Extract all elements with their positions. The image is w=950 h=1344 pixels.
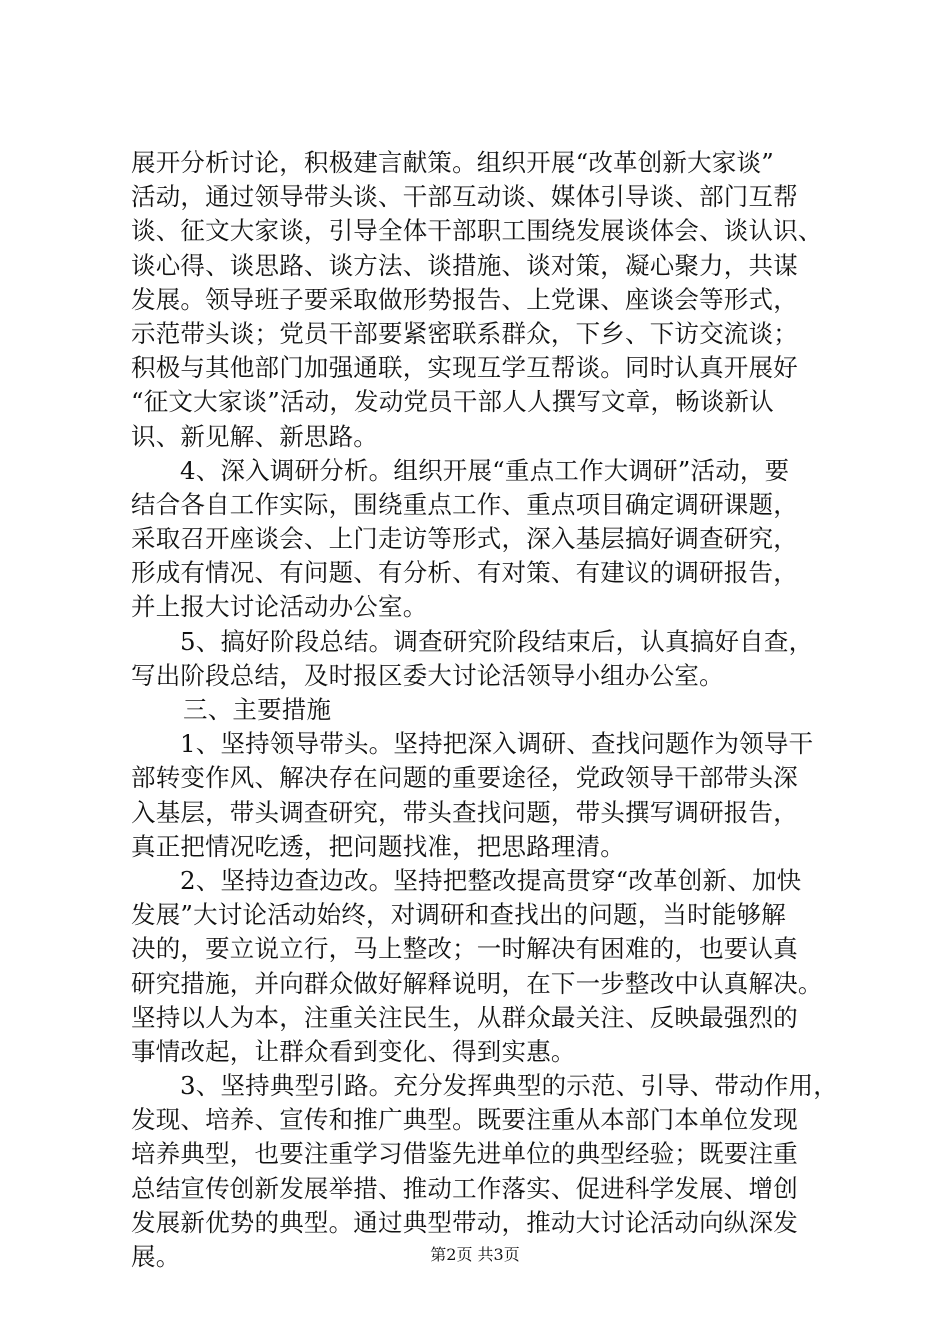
- text-line: 并上报大讨论活动办公室。: [131, 592, 428, 622]
- text-line: 发展。领导班子要采取做形势报告、上党课、座谈会等形式，: [131, 284, 798, 314]
- text-line: 谈、征文大家谈，引导全体干部职工围绕发展谈体会、谈认识、: [131, 216, 823, 246]
- text-line: 活动，通过领导带头谈、干部互动谈、媒体引导谈、部门互帮: [131, 182, 798, 212]
- page-number-footer: 第2页 共3页: [430, 1245, 520, 1264]
- text-line: 写出阶段总结，及时报区委大讨论活领导小组办公室。: [131, 660, 724, 690]
- document-body: [131, 146, 838, 1274]
- text-line: 2、坚持边查边改。坚持把整改提高贯穿“改革创新、加快: [180, 865, 802, 895]
- text-line: 培养典型，也要注重学习借鉴先进单位的典型经验；既要注重: [131, 1139, 798, 1169]
- text-line: 入基层，带头调查研究，带头查找问题，带头撰写调研报告，: [131, 797, 798, 827]
- text-line: 结合各自工作实际，围绕重点工作、重点项目确定调研课题，: [131, 489, 798, 519]
- text-line: 展开分析讨论，积极建言献策。组织开展“改革创新大家谈”: [131, 148, 774, 177]
- text-line: 积极与其他部门加强通联，实现互学互帮谈。同时认真开展好: [131, 353, 798, 383]
- text-line: 4、深入调研分析。组织开展“重点工作大调研”活动，要: [180, 455, 790, 485]
- text-line: 1、坚持领导带头。坚持把深入调研、查找问题作为领导干: [180, 729, 814, 759]
- text-line: 识、新见解、新思路。: [131, 421, 378, 451]
- text-line: 坚持以人为本，注重关注民生，从群众最关注、反映最强烈的: [131, 1002, 798, 1032]
- text-line: 研究措施，并向群众做好解释说明，在下一步整改中认真解决。: [131, 968, 823, 998]
- text-line: 发展新优势的典型。通过典型带动，推动大讨论活动向纵深发: [131, 1207, 798, 1237]
- text-line: 采取召开座谈会、上门走访等形式，深入基层搞好调查研究，: [131, 524, 798, 554]
- text-line: 示范带头谈；党员干部要紧密联系群众，下乡、下访交流谈；: [131, 318, 798, 348]
- text-line: 发展”大讨论活动始终，对调研和查找出的问题，当时能够解: [131, 900, 786, 930]
- text-line: 5、搞好阶段总结。调查研究阶段结束后，认真搞好自查，: [180, 626, 814, 656]
- text-line: 真正把情况吃透，把问题找准，把思路理清。: [131, 831, 625, 861]
- section-heading: 三、主要措施: [183, 695, 332, 724]
- text-line: “征文大家谈”活动，发动党员干部人人撰写文章，畅谈新认: [131, 387, 774, 417]
- text-line: 事情改起，让群众看到变化、得到实惠。: [131, 1036, 576, 1066]
- text-line: 形成有情况、有问题、有分析、有对策、有建议的调研报告，: [131, 558, 798, 588]
- text-line: 发现、培养、宣传和推广典型。既要注重从本部门本单位发现: [131, 1105, 798, 1135]
- text-line: 部转变作风、解决存在问题的重要途径，党政领导干部带头深: [131, 763, 798, 793]
- text-line: 3、坚持典型引路。充分发挥典型的示范、引导、带动作用，: [180, 1071, 838, 1101]
- text-line: 决的，要立说立行，马上整改；一时解决有困难的，也要认真: [131, 934, 798, 964]
- text-line: 总结宣传创新发展举措、推动工作落实、促进科学发展、增创: [131, 1173, 798, 1203]
- text-line: 展。: [131, 1242, 181, 1271]
- text-line: 谈心得、谈思路、谈方法、谈措施、谈对策，凝心聚力，共谋: [131, 250, 798, 280]
